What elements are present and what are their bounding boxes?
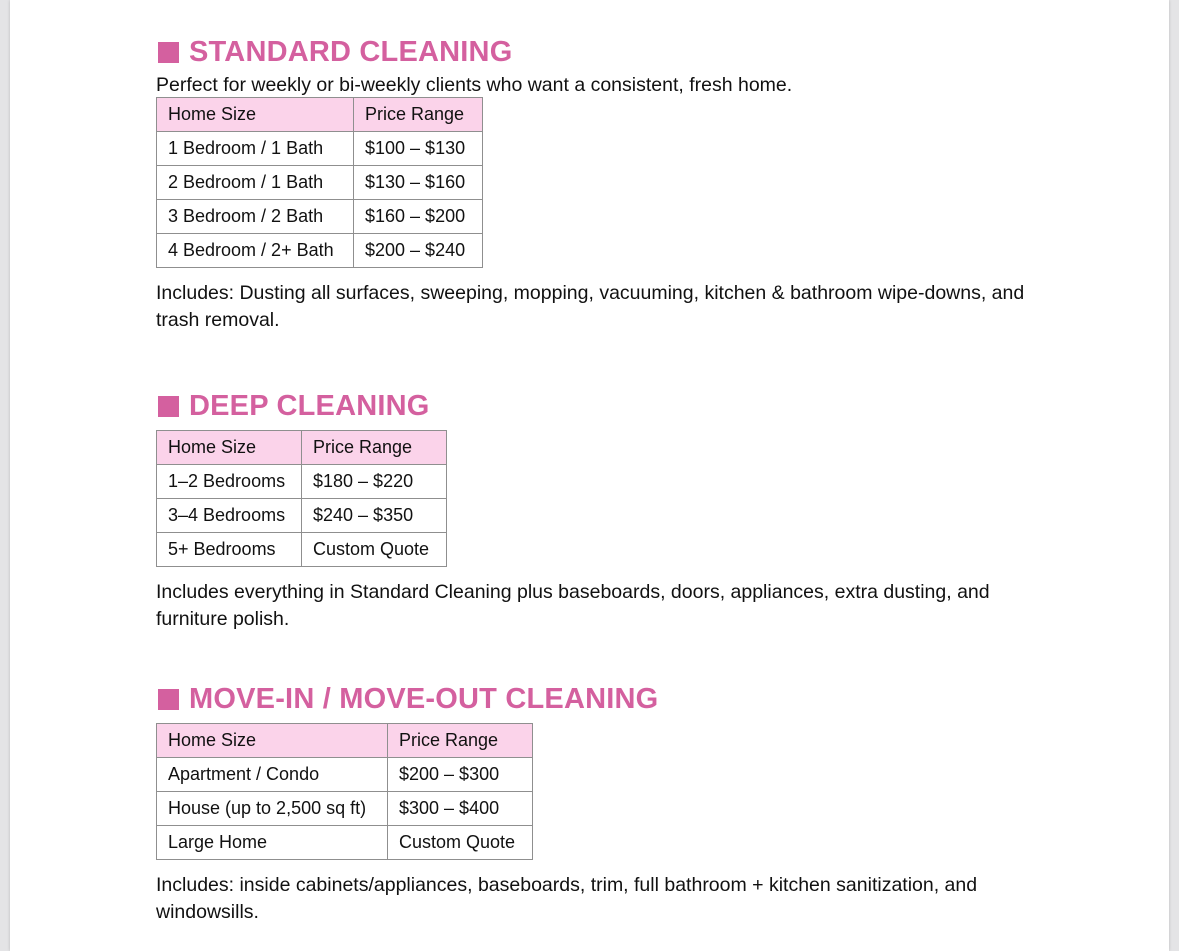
price-range-cell: Custom Quote (388, 826, 533, 860)
column-header-price-range: Price Range (354, 98, 483, 132)
section-includes: Includes: inside cabinets/appliances, baseboards, trim, full bathroom + kitchen sanitization, and windowsills. (156, 874, 978, 923)
price-range-cell: $240 – $350 (302, 499, 447, 533)
home-size-cell: 3 Bedroom / 2 Bath (157, 200, 354, 234)
table-header-row (157, 431, 447, 465)
table-row (157, 826, 533, 860)
price-range-cell: $130 – $160 (354, 166, 483, 200)
home-size-cell: Large Home (157, 826, 388, 860)
column-header-home-size: Home Size (157, 98, 354, 132)
section-standard-cleaning (156, 35, 1036, 334)
section-intro: Perfect for weekly or bi-weekly clients who want a consistent, fresh home. (156, 74, 793, 96)
square-bullet-icon (158, 689, 179, 710)
table-row (157, 234, 483, 268)
table-header-row (157, 98, 483, 132)
section-title-text: STANDARD CLEANING (189, 35, 513, 68)
price-range-cell: $160 – $200 (354, 200, 483, 234)
price-range-cell: Custom Quote (302, 533, 447, 567)
home-size-cell: 2 Bedroom / 1 Bath (157, 166, 354, 200)
column-header-home-size: Home Size (157, 724, 388, 758)
price-range-cell: $100 – $130 (354, 132, 483, 166)
table-row (157, 533, 447, 567)
square-bullet-icon (158, 396, 179, 417)
section-deep-cleaning (156, 389, 1036, 633)
home-size-cell: 1–2 Bedrooms (157, 465, 302, 499)
home-size-cell: 3–4 Bedrooms (157, 499, 302, 533)
section-title-text: DEEP CLEANING (189, 389, 430, 422)
column-header-price-range: Price Range (388, 724, 533, 758)
table-row (157, 758, 533, 792)
table-row (157, 499, 447, 533)
document-page (10, 0, 1169, 951)
table-row (157, 166, 483, 200)
price-table-standard (156, 97, 483, 268)
square-bullet-icon (158, 42, 179, 63)
table-row (157, 792, 533, 826)
section-title (156, 682, 1036, 716)
table-header-row (157, 724, 533, 758)
price-range-cell: $200 – $240 (354, 234, 483, 268)
home-size-cell: 5+ Bedrooms (157, 533, 302, 567)
price-range-cell: $200 – $300 (388, 758, 533, 792)
table-row (157, 132, 483, 166)
price-range-cell: $300 – $400 (388, 792, 533, 826)
section-title-text: MOVE-IN / MOVE-OUT CLEANING (189, 682, 659, 715)
home-size-cell: House (up to 2,500 sq ft) (157, 792, 388, 826)
section-move-cleaning (156, 682, 1036, 926)
home-size-cell: Apartment / Condo (157, 758, 388, 792)
price-range-cell: $180 – $220 (302, 465, 447, 499)
column-header-home-size: Home Size (157, 431, 302, 465)
price-table-move (156, 723, 533, 860)
home-size-cell: 4 Bedroom / 2+ Bath (157, 234, 354, 268)
section-includes: Includes everything in Standard Cleaning plus baseboards, doors, appliances, extra dusting, and furniture polish. (156, 581, 990, 630)
price-table-deep (156, 430, 447, 567)
column-header-price-range: Price Range (302, 431, 447, 465)
home-size-cell: 1 Bedroom / 1 Bath (157, 132, 354, 166)
table-row (157, 465, 447, 499)
table-row (157, 200, 483, 234)
section-title (156, 389, 1036, 423)
section-title (156, 35, 1036, 69)
section-includes: Includes: Dusting all surfaces, sweeping, mopping, vacuuming, kitchen & bathroom wipe-downs, and trash removal. (156, 282, 1025, 331)
